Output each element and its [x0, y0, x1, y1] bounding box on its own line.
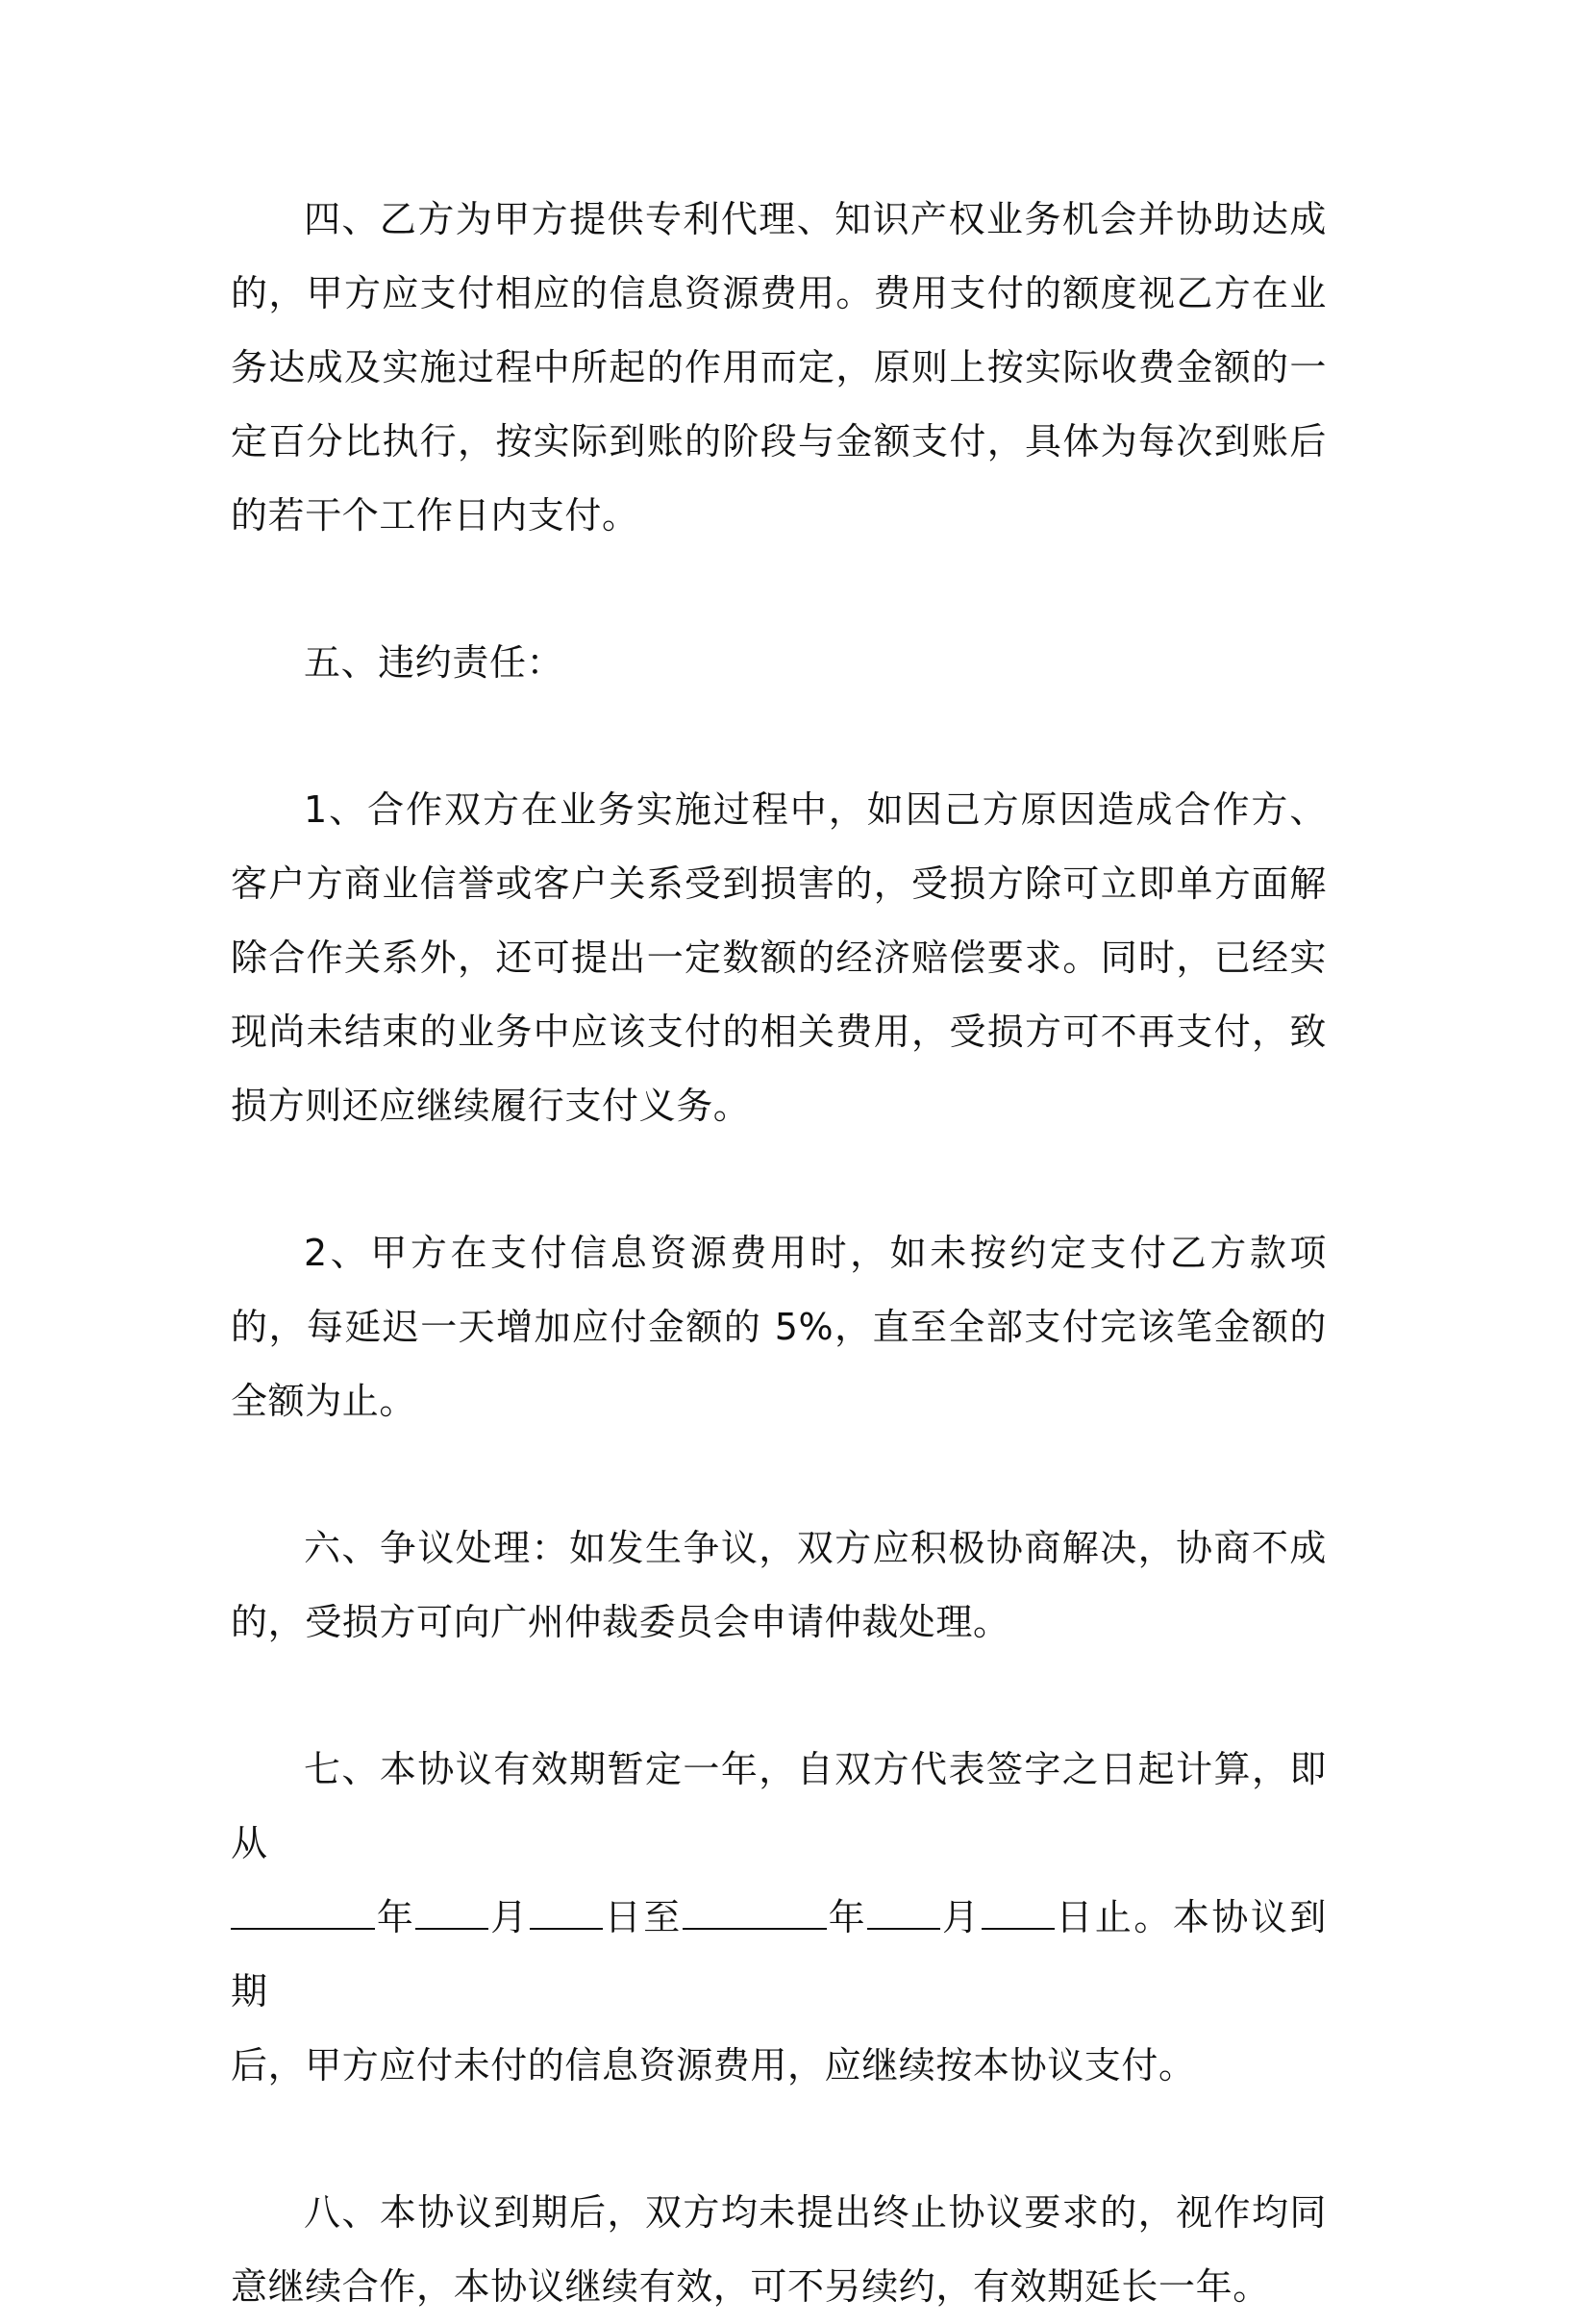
clause-8-paragraph: 八、本协议到期后，双方均未提出终止协议要求的，视作均同意继续合作，本协议继续有效，可不另续约，有效期延长一年。: [231, 2191, 1327, 2308]
clause-7-paragraph: [231, 1733, 1327, 2103]
end-day-label: 日止。本协议到期: [231, 1896, 1328, 2012]
start-month-label: 月: [488, 1896, 530, 1938]
clause-5-item-1: 1、合作双方在业务实施过程中，如因己方原因造成合作方、客户方商业信誉或客户关系受到损害的，受损方除可立即单方面解除合作关系外，还可提出一定数额的经济赔偿要求。同时，已经实现尚未结束的业务中应该支付的相关费用，受损方可不再支付，致损方则还应继续履行支付义务。: [231, 788, 1327, 1127]
clause-7-tail: 后，甲方应付未付的信息资源费用，应继续按本协议支付。: [231, 2044, 1196, 2087]
clause-7-lead: 七、本协议有效期暂定一年，自双方代表签字之日起计算，即从: [231, 1748, 1327, 1864]
end-year-label: 年: [826, 1896, 868, 1938]
clause-6-paragraph: 六、争议处理：如发生争议，双方应积极协商解决，协商不成的，受损方可向广州仲裁委员会申请仲裁处理。: [231, 1527, 1327, 1643]
clause-5-heading: 五、违约责任：: [304, 641, 564, 684]
clause-5-item-2: 2、甲方在支付信息资源费用时，如未按约定支付乙方款项的，每延迟一天增加应付金额的 5%，直至全部支付完该笔金额的全额为止。: [231, 1232, 1327, 1422]
start-year-blank: [231, 1895, 375, 1930]
clause-4-paragraph: 四、乙方为甲方提供专利代理、知识产权业务机会并协助达成的，甲方应支付相应的信息资源费用。费用支付的额度视乙方在业务达成及实施过程中所起的作用而定，原则上按实际收费金额的一定百分比执行，按实际到账的阶段与金额支付，具体为每次到账后的若干个工作日内支付。: [231, 198, 1327, 537]
end-day-blank: [982, 1895, 1055, 1930]
start-month-blank: [415, 1895, 488, 1930]
end-month-blank: [867, 1895, 940, 1930]
document-body: [231, 183, 1327, 2324]
clause-7-date-line: [231, 1881, 1327, 2029]
start-year-label: 年: [375, 1896, 416, 1938]
end-year-blank: [683, 1895, 827, 1930]
start-day-label: 日至: [602, 1896, 683, 1938]
end-month-label: 月: [940, 1896, 982, 1938]
start-day-blank: [530, 1895, 603, 1930]
